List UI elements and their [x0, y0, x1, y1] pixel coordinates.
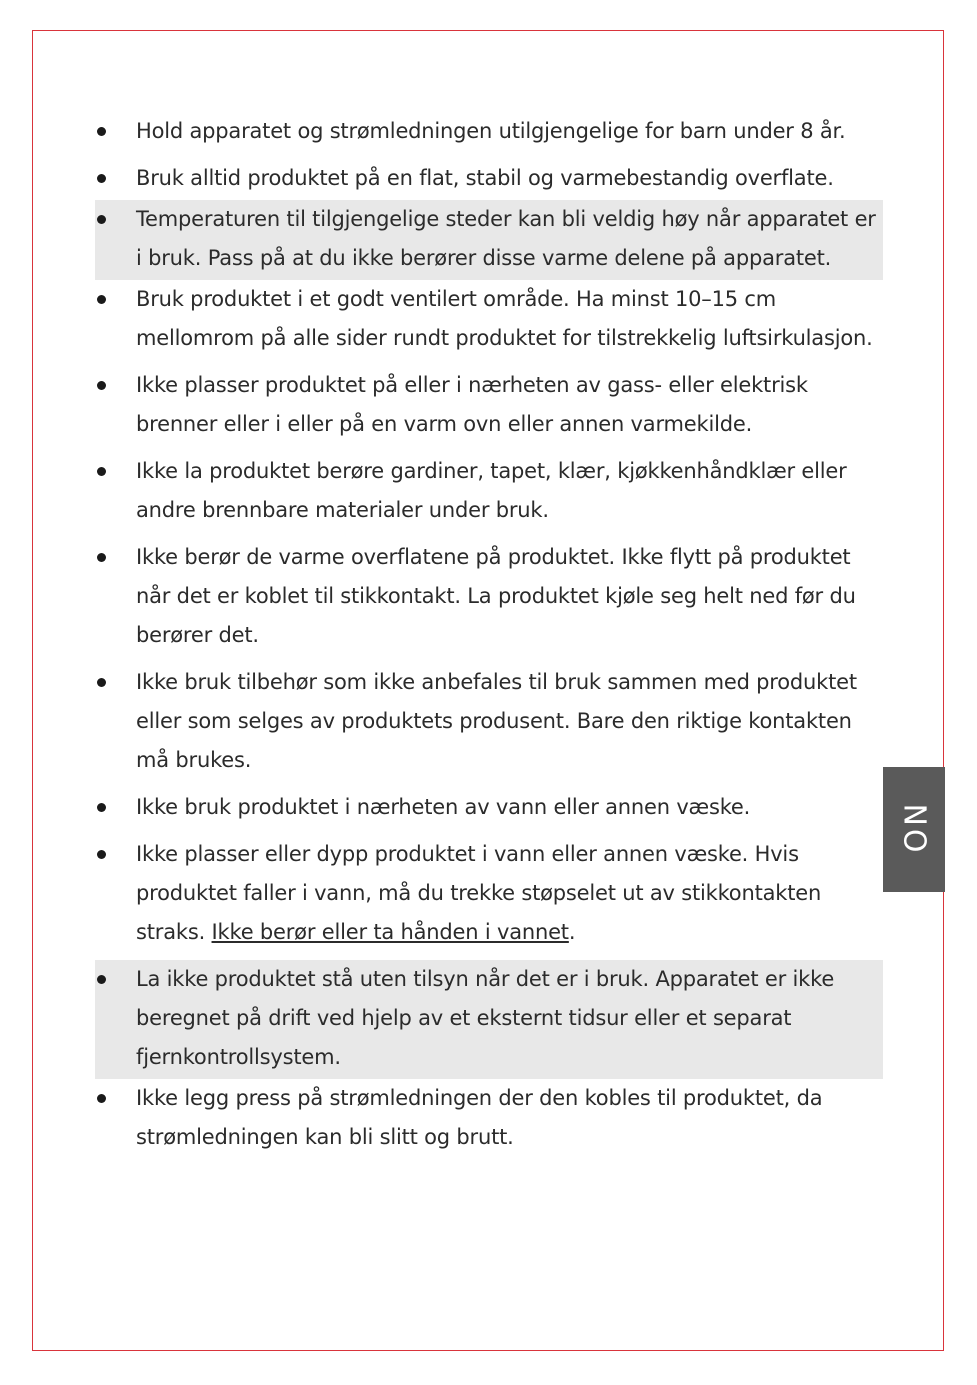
list-item-text: Ikke bruk tilbehør som ikke anbefales til bruk sammen med produktet eller som selges av produktets produsent. Bare den riktige kontakten må brukes. [136, 670, 857, 772]
bullet-icon [97, 174, 106, 183]
list-item [95, 366, 883, 452]
bullet-icon [97, 381, 106, 390]
bullet-icon [97, 467, 106, 476]
bullet-icon [97, 127, 106, 136]
list-item [95, 280, 883, 366]
list-item-text: Hold apparatet og strømledningen utilgjengelige for barn under 8 år. [136, 119, 846, 143]
bullet-icon [97, 215, 106, 224]
list-item [95, 538, 883, 663]
safety-instructions-list [95, 112, 883, 1165]
list-item-text: Ikke plasser eller dypp produktet i vann eller annen væske. Hvis produktet faller i vann, må du trekke støpselet ut av stikkontakten straks. [136, 842, 822, 944]
list-item-text: La ikke produktet stå uten tilsyn når det er i bruk. Apparatet er ikke beregnet på drift ved hjelp av et eksternt tidsur eller et separat fjernkontrollsystem. [136, 967, 835, 1069]
list-item [95, 835, 883, 960]
underlined-warning: Ikke berør eller ta hånden i vannet [211, 920, 569, 944]
list-item-highlighted [95, 200, 883, 280]
list-item [95, 1079, 883, 1165]
language-code: NO [896, 803, 932, 856]
list-item [95, 452, 883, 538]
language-tab [883, 767, 945, 892]
list-item-highlighted [95, 960, 883, 1079]
list-item-text: Ikke la produktet berøre gardiner, tapet, klær, kjøkkenhåndklær eller andre brennbare materialer under bruk. [136, 459, 847, 522]
bullet-icon [97, 678, 106, 687]
list-item-text: Temperaturen til tilgjengelige steder kan bli veldig høy når apparatet er i bruk. Pass på at du ikke berører disse varme delene på apparatet. [136, 207, 876, 270]
list-item-text: Ikke plasser produktet på eller i nærheten av gass- eller elektrisk brenner eller i eller på en varm ovn eller annen varmekilde. [136, 373, 808, 436]
bullet-icon [97, 850, 106, 859]
bullet-icon [97, 803, 106, 812]
list-item-text: Ikke berør de varme overflatene på produktet. Ikke flytt på produktet når det er koblet til stikkontakt. La produktet kjøle seg helt ned før du berører det. [136, 545, 856, 647]
list-item [95, 159, 883, 200]
list-item [95, 663, 883, 788]
bullet-icon [97, 553, 106, 562]
bullet-icon [97, 975, 106, 984]
list-item-text: Ikke legg press på strømledningen der den kobles til produktet, da strømledningen kan bli slitt og brutt. [136, 1086, 823, 1149]
list-item-text: Bruk produktet i et godt ventilert område. Ha minst 10–15 cm mellomrom på alle sider rundt produktet for tilstrekkelig luftsirkulasjon. [136, 287, 873, 350]
list-item-text: Ikke bruk produktet i nærheten av vann eller annen væske. [136, 795, 751, 819]
list-item [95, 788, 883, 835]
list-item [95, 112, 883, 159]
list-item-text: Bruk alltid produktet på en flat, stabil og varmebestandig overflate. [136, 166, 834, 190]
bullet-icon [97, 295, 106, 304]
bullet-icon [97, 1094, 106, 1103]
list-item-text-end: . [568, 920, 576, 944]
